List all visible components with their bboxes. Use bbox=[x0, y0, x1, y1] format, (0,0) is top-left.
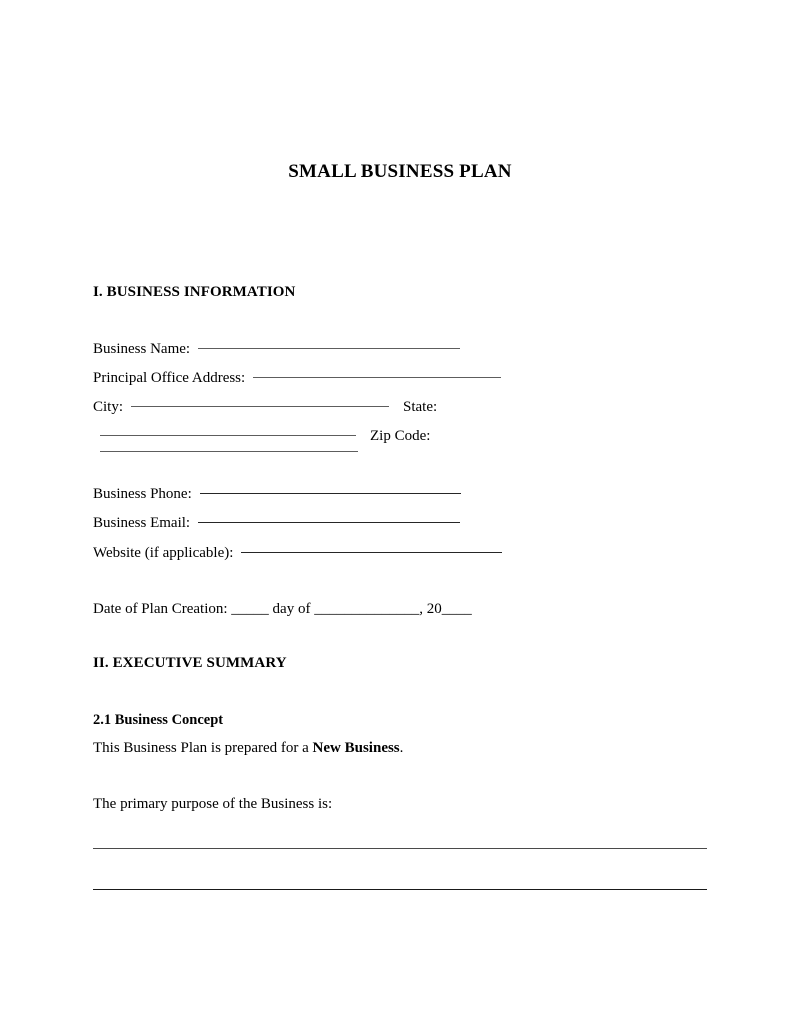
sub-heading-business-concept: 2.1 Business Concept bbox=[93, 712, 224, 728]
prepared-for-emphasis: New Business bbox=[312, 740, 400, 756]
field-blank-business-email[interactable] bbox=[198, 522, 460, 523]
field-blank-business-phone[interactable] bbox=[200, 493, 461, 494]
field-row-business-email bbox=[93, 513, 460, 533]
prepared-for-suffix: . bbox=[399, 740, 404, 756]
field-label-state: State: bbox=[403, 399, 438, 415]
field-row-zip-code bbox=[100, 455, 358, 456]
section-heading-executive-summary: II. EXECUTIVE SUMMARY bbox=[93, 655, 287, 671]
prepared-for-prefix: This Business Plan is prepared for a bbox=[93, 740, 313, 756]
field-blank-zip-code[interactable] bbox=[100, 451, 358, 452]
answer-line-1[interactable] bbox=[93, 848, 707, 849]
date-of-plan-creation-line[interactable]: Date of Plan Creation: _____ day of ______________, 20____ bbox=[93, 601, 472, 617]
field-label-city: City: bbox=[93, 399, 124, 415]
field-blank-state[interactable] bbox=[100, 435, 356, 436]
answer-line-2[interactable] bbox=[93, 889, 707, 890]
field-label-zip-code: Zip Code: bbox=[370, 428, 431, 444]
field-blank-office-address[interactable] bbox=[253, 377, 501, 378]
field-blank-city[interactable] bbox=[131, 406, 389, 407]
field-row-office-address bbox=[93, 368, 501, 388]
field-row-state-zip bbox=[100, 426, 430, 446]
section-heading-business-information: I. BUSINESS INFORMATION bbox=[93, 284, 296, 300]
paragraph-prepared-for bbox=[93, 738, 403, 758]
field-row-business-phone bbox=[93, 484, 461, 504]
field-blank-website[interactable] bbox=[241, 552, 502, 553]
field-label-business-name: Business Name: bbox=[93, 341, 191, 357]
field-row-business-name bbox=[93, 339, 460, 359]
field-blank-business-name[interactable] bbox=[198, 348, 460, 349]
paragraph-primary-purpose-prompt: The primary purpose of the Business is: bbox=[93, 796, 333, 812]
field-label-website: Website (if applicable): bbox=[93, 545, 234, 561]
field-label-business-email: Business Email: bbox=[93, 515, 191, 531]
field-label-office-address: Principal Office Address: bbox=[93, 370, 246, 386]
field-row-city-state bbox=[93, 397, 437, 417]
field-row-date-of-plan-creation bbox=[93, 599, 472, 619]
page-title: SMALL BUSINESS PLAN bbox=[288, 161, 512, 182]
field-label-business-phone: Business Phone: bbox=[93, 486, 192, 502]
field-row-website bbox=[93, 543, 502, 563]
